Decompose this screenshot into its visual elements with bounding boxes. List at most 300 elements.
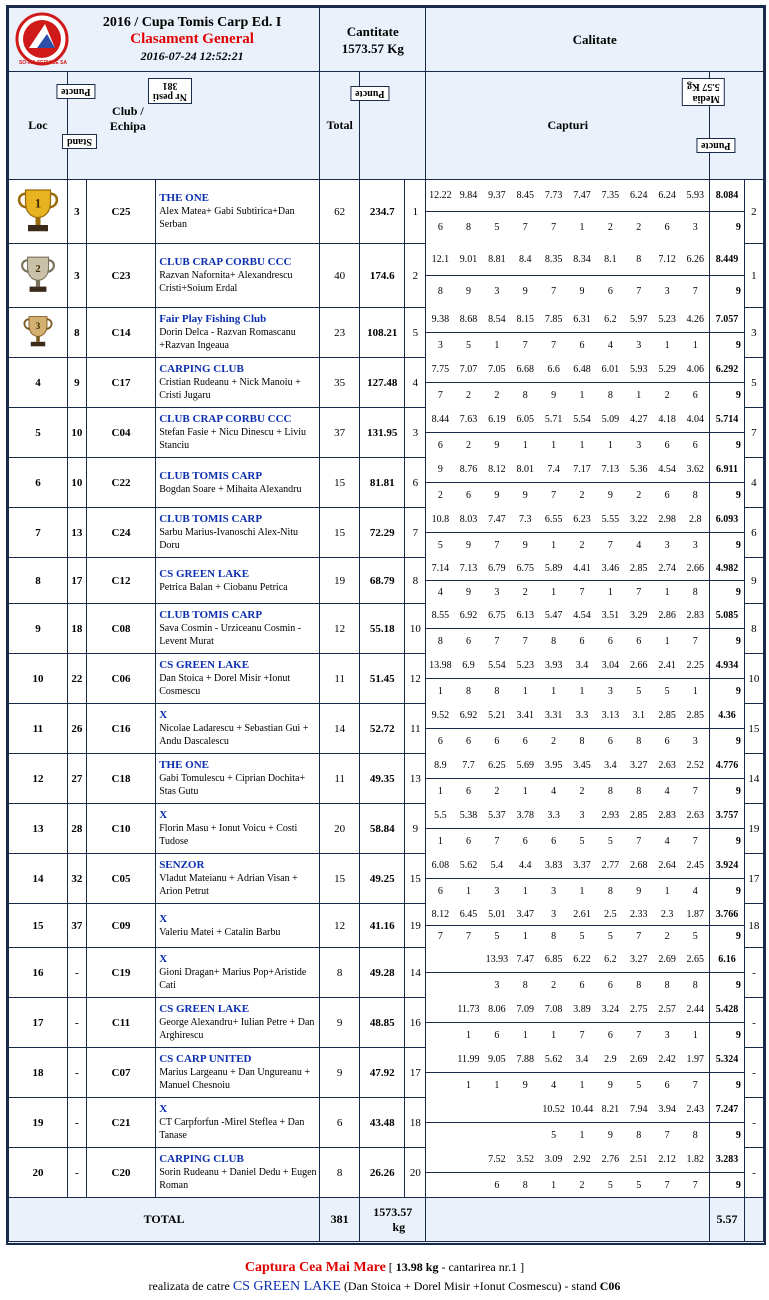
rank-cell: 11 — [9, 704, 68, 754]
catch-weight-cell: 6.9 — [454, 654, 482, 679]
total-weight-cell: 234.7 — [360, 180, 405, 244]
average-weight-cell: 3.766 — [710, 904, 745, 926]
catch-weight-cell: 5.29 — [653, 358, 681, 383]
catch-points-cell: 8 — [426, 629, 454, 654]
catch-weight-cell: 7.4 — [539, 458, 567, 483]
catch-weight-cell: 8.06 — [483, 998, 511, 1023]
table-row — [9, 1048, 764, 1073]
catch-weight-cell: 6.92 — [454, 704, 482, 729]
stand-cell: C12 — [86, 558, 155, 604]
fish-count-cell: 9 — [320, 1048, 360, 1098]
catch-points-cell — [426, 1073, 454, 1098]
catch-weight-cell: 6.75 — [511, 558, 539, 581]
catch-weight-cell: 8.45 — [511, 180, 539, 212]
team-members: Petrica Balan + Ciobanu Petrica — [159, 581, 288, 593]
quality-points-cell: 18 — [744, 904, 763, 948]
table-row — [9, 244, 764, 276]
catch-weight-cell: 2.12 — [653, 1148, 681, 1173]
catch-weight-cell: 10.52 — [539, 1098, 567, 1123]
team-cell — [156, 358, 320, 408]
catch-points-cell: 2 — [539, 973, 567, 998]
catch-weight-cell: 6.79 — [483, 558, 511, 581]
total-weight-cell: 58.84 — [360, 804, 405, 854]
catch-weight-cell: 7.47 — [568, 180, 596, 212]
quality-points-cell: 4 — [744, 458, 763, 508]
biggest-catch-weight: 13.98 kg — [395, 1260, 439, 1274]
total-label: TOTAL — [9, 1198, 320, 1242]
team-members: Razvan Nafornita+ Alexandrescu Cristi+Soium Erdal — [159, 270, 293, 294]
team-cell — [156, 1098, 320, 1148]
catch-weight-cell: 10.8 — [426, 508, 454, 533]
catch-points-cell: 5 — [596, 829, 624, 854]
catch-weight-cell: 6.24 — [653, 180, 681, 212]
catch-points-cell: 6 — [483, 1023, 511, 1048]
catch-points-cell: 1 — [596, 433, 624, 458]
table-row — [9, 948, 764, 973]
quantity-points-cell: 17 — [405, 1048, 426, 1098]
report-datetime: 2016-07-24 12:52:21 — [140, 49, 244, 63]
catch-weight-cell: 7.75 — [426, 358, 454, 383]
average-points-cell: 9 — [710, 1123, 745, 1148]
catch-weight-cell: 5.89 — [539, 558, 567, 581]
rank-cell: 15 — [9, 904, 68, 948]
catch-points-cell: 3 — [539, 879, 567, 904]
catch-points-cell: 6 — [681, 383, 709, 408]
stand-cell: C05 — [86, 854, 155, 904]
catch-points-cell: 5 — [539, 1123, 567, 1148]
points-cell: - — [67, 948, 86, 998]
catch-points-cell: 8 — [596, 879, 624, 904]
club-name: X — [159, 953, 168, 965]
catch-weight-cell: 4.4 — [511, 854, 539, 879]
average-weight-cell: 4.934 — [710, 654, 745, 679]
catch-points-cell: 8 — [596, 779, 624, 804]
catch-weight-cell: 3.09 — [539, 1148, 567, 1173]
fish-count-cell: 19 — [320, 558, 360, 604]
points-cell: 27 — [67, 754, 86, 804]
catch-points-cell: 7 — [653, 1123, 681, 1148]
nr-pesti-text: Nr pesti — [152, 91, 187, 102]
catch-points-cell: 4 — [625, 533, 653, 558]
catch-weight-cell — [511, 1098, 539, 1123]
rank-cell — [9, 308, 68, 358]
biggest-catch-title: Captura Cea Mai Mare — [244, 1260, 386, 1275]
catch-weight-cell: 6.45 — [454, 904, 482, 926]
catch-points-cell: 1 — [568, 879, 596, 904]
catch-weight-cell: 6.75 — [483, 604, 511, 629]
calitate-cell: Calitate — [426, 8, 764, 72]
catch-weight-cell: 7.09 — [511, 998, 539, 1023]
catch-points-cell: 6 — [653, 729, 681, 754]
rank-cell: 5 — [9, 408, 68, 458]
catch-points-cell: 7 — [539, 212, 567, 244]
catch-points-cell: 6 — [653, 483, 681, 508]
rank-cell: 4 — [9, 358, 68, 408]
catch-weight-cell: 6.6 — [539, 358, 567, 383]
catch-weight-cell: 6.2 — [596, 948, 624, 973]
average-weight-cell: 7.057 — [710, 308, 745, 333]
biggest-catch-members: (Dan Stoica + Dorel Misir +Ionut Cosmescu) - stand — [343, 1279, 597, 1293]
total-kg-value: 1573.57 — [373, 1204, 413, 1219]
total-weight-cell: 68.79 — [360, 558, 405, 604]
catch-points-cell: 1 — [539, 1023, 567, 1048]
club-name: CS CARP UNITED — [159, 1053, 252, 1065]
catch-points-cell — [483, 1123, 511, 1148]
catch-weight-cell: 2.44 — [681, 998, 709, 1023]
club-name: THE ONE — [159, 759, 210, 771]
catch-weight-cell: 2.74 — [653, 558, 681, 581]
table-row — [9, 358, 764, 383]
club-name: X — [159, 912, 168, 925]
catch-weight-cell: 1.97 — [681, 1048, 709, 1073]
catch-points-cell: 4 — [653, 829, 681, 854]
catch-weight-cell: 3.31 — [539, 704, 567, 729]
catch-points-cell: 1 — [653, 629, 681, 654]
catch-weight-cell: 9.37 — [483, 180, 511, 212]
average-points-cell: 9 — [710, 779, 745, 804]
average-points-cell: 9 — [710, 729, 745, 754]
table-row — [9, 1148, 764, 1173]
stand-cell: C06 — [86, 654, 155, 704]
catch-weight-cell: 3.93 — [539, 654, 567, 679]
rank-cell: 20 — [9, 1148, 68, 1198]
catch-points-cell: 1 — [568, 1123, 596, 1148]
catch-weight-cell: 8.9 — [426, 754, 454, 779]
catch-weight-cell: 7.07 — [454, 358, 482, 383]
stand-cell: C07 — [86, 1048, 155, 1098]
catch-weight-cell: 8 — [625, 244, 653, 276]
club-name: X — [159, 809, 168, 821]
catch-weight-cell: 9.84 — [454, 180, 482, 212]
catch-weight-cell: 8.4 — [511, 244, 539, 276]
club-name: CLUB TOMIS CARP — [159, 609, 263, 621]
average-weight-cell: 6.911 — [710, 458, 745, 483]
points-cell: 28 — [67, 804, 86, 854]
catch-weight-cell: 2.33 — [625, 904, 653, 926]
team-members: Nicolae Ladarescu + Sebastian Gui + Andu Dascalescu — [159, 723, 309, 747]
catch-points-cell: 1 — [511, 679, 539, 704]
quality-points-cell: 6 — [744, 508, 763, 558]
quantity-points-cell: 12 — [405, 654, 426, 704]
rank-cell: 14 — [9, 854, 68, 904]
catch-weight-cell: 3.13 — [596, 704, 624, 729]
table-row — [9, 558, 764, 581]
catch-points-cell: 4 — [596, 333, 624, 358]
catch-points-cell: 6 — [539, 829, 567, 854]
col-club-label: Club / Echipa — [109, 104, 146, 133]
catch-weight-cell: 8.1 — [596, 244, 624, 276]
catch-points-cell: 2 — [568, 779, 596, 804]
catch-points-cell: 7 — [681, 276, 709, 308]
stand-cell: C18 — [86, 754, 155, 804]
catch-points-cell: 8 — [596, 383, 624, 408]
fish-count-cell: 35 — [320, 358, 360, 408]
catch-points-cell: 7 — [539, 276, 567, 308]
trophy-rank: 1 — [34, 196, 42, 211]
catch-weight-cell: 8.21 — [596, 1098, 624, 1123]
catch-points-cell: 1 — [511, 779, 539, 804]
catch-weight-cell: 9.38 — [426, 308, 454, 333]
stand-cell: C23 — [86, 244, 155, 308]
total-kg-unit: kg — [392, 1219, 406, 1234]
quantity-points-cell: 9 — [405, 804, 426, 854]
catch-points-cell: 7 — [568, 1023, 596, 1048]
catch-points-cell — [426, 973, 454, 998]
team-members: Gioni Dragan+ Marius Pop+Aristide Cati — [159, 967, 307, 991]
quantity-points-cell: 15 — [405, 854, 426, 904]
catch-points-cell: 9 — [511, 483, 539, 508]
catch-weight-cell: 2.75 — [625, 998, 653, 1023]
quantity-points-cell: 16 — [405, 998, 426, 1048]
catch-points-cell: 6 — [426, 212, 454, 244]
points-cell: 8 — [67, 308, 86, 358]
catch-weight-cell — [454, 1148, 482, 1173]
catch-points-cell: 7 — [681, 1173, 709, 1198]
catch-weight-cell: 12.22 — [426, 180, 454, 212]
total-weight-cell: 131.95 — [360, 408, 405, 458]
catch-points-cell: 6 — [511, 729, 539, 754]
catch-weight-cell: 2.85 — [625, 558, 653, 581]
catch-weight-cell — [426, 998, 454, 1023]
catch-weight-cell: 5.55 — [596, 508, 624, 533]
catch-weight-cell: 2.45 — [681, 854, 709, 879]
total-weight-cell: 41.16 — [360, 904, 405, 948]
catch-points-cell: 1 — [539, 581, 567, 604]
catch-weight-cell: 7.85 — [539, 308, 567, 333]
rank-cell: 12 — [9, 754, 68, 804]
catch-points-cell: 6 — [454, 483, 482, 508]
biggest-catch-weighing: - cantarirea nr.1 — [441, 1260, 518, 1274]
catch-points-cell: 3 — [483, 581, 511, 604]
catch-weight-cell: 5.93 — [681, 180, 709, 212]
rank-cell: 19 — [9, 1098, 68, 1148]
catch-weight-cell: 6.22 — [568, 948, 596, 973]
catch-weight-cell: 5.09 — [596, 408, 624, 433]
catch-weight-cell: 9.01 — [454, 244, 482, 276]
catch-weight-cell: 4.27 — [625, 408, 653, 433]
catch-weight-cell: 2.42 — [653, 1048, 681, 1073]
team-members: Florin Masu + Ionut Voicu + Costi Tudose — [159, 823, 298, 847]
catch-weight-cell — [426, 1048, 454, 1073]
catch-weight-cell: 3.89 — [568, 998, 596, 1023]
team-cell — [156, 854, 320, 904]
average-weight-cell: 8.449 — [710, 244, 745, 276]
catch-weight-cell: 6.24 — [625, 180, 653, 212]
catch-points-cell: 9 — [454, 581, 482, 604]
catch-points-cell: 7 — [681, 829, 709, 854]
total-weight-cell: 55.18 — [360, 604, 405, 654]
catch-weight-cell: 2.93 — [596, 804, 624, 829]
catch-points-cell: 1 — [568, 679, 596, 704]
fish-count-cell: 15 — [320, 854, 360, 904]
catch-points-cell: 6 — [653, 433, 681, 458]
catch-weight-cell: 6.01 — [596, 358, 624, 383]
catch-weight-cell: 2.61 — [568, 904, 596, 926]
catch-weight-cell: 2.83 — [653, 804, 681, 829]
total-weight-cell: 174.6 — [360, 244, 405, 308]
catch-weight-cell: 7.14 — [426, 558, 454, 581]
catch-weight-cell: 8.55 — [426, 604, 454, 629]
title-cell — [9, 8, 320, 72]
catch-points-cell: 8 — [511, 1173, 539, 1198]
catch-weight-cell: 2.51 — [625, 1148, 653, 1173]
points-cell: 9 — [67, 358, 86, 408]
catch-weight-cell: 7.13 — [596, 458, 624, 483]
catch-points-cell: 5 — [454, 333, 482, 358]
catch-weight-cell: 6.26 — [681, 244, 709, 276]
catch-points-cell: 6 — [483, 729, 511, 754]
catch-points-cell: 1 — [426, 779, 454, 804]
catch-points-cell: 1 — [454, 879, 482, 904]
table-row — [9, 180, 764, 212]
catch-weight-cell: 9 — [426, 458, 454, 483]
catch-points-cell: 8 — [426, 276, 454, 308]
catch-weight-cell: 2.9 — [596, 1048, 624, 1073]
team-members: Sarbu Marius-Ivanoschi Alex-Nitu Doru — [159, 527, 299, 551]
stand-cell: C19 — [86, 948, 155, 998]
average-weight-cell: 4.982 — [710, 558, 745, 581]
catch-weight-cell: 5.21 — [483, 704, 511, 729]
average-points-cell: 9 — [710, 533, 745, 558]
quantity-points-cell: 1 — [405, 180, 426, 244]
quantity-points-cell: 18 — [405, 1098, 426, 1148]
col-puncte2-label: Puncte — [350, 86, 389, 101]
catch-weight-cell: 3.3 — [539, 804, 567, 829]
cantitate-cell — [320, 8, 426, 72]
catch-points-cell: 1 — [568, 212, 596, 244]
rank-cell: 16 — [9, 948, 68, 998]
table-row — [9, 754, 764, 779]
col-puncte-label: Puncte — [56, 84, 95, 99]
col-puncte2 — [355, 72, 426, 180]
catch-weight-cell: 7.47 — [511, 948, 539, 973]
catch-weight-cell: 5.54 — [568, 408, 596, 433]
team-members: Stefan Fasie + Nicu Dinescu + Liviu Stanciu — [159, 427, 306, 451]
bracket-close: ] — [520, 1260, 525, 1274]
club-name: CLUB TOMIS CARP — [159, 513, 263, 525]
catch-weight-cell: 9.52 — [426, 704, 454, 729]
table-row — [9, 308, 764, 333]
quality-points-cell: 10 — [744, 654, 763, 704]
club-name: Fair Play Fishing Club — [159, 313, 267, 325]
catch-weight-cell: 2.85 — [681, 704, 709, 729]
catch-points-cell: 7 — [625, 1023, 653, 1048]
club-name: CLUB CRAP CORBU CCC — [159, 413, 292, 425]
catch-points-cell: 9 — [511, 1073, 539, 1098]
fish-count-cell: 11 — [320, 754, 360, 804]
catch-weight-cell: 7.12 — [653, 244, 681, 276]
catch-weight-cell: 2.85 — [653, 704, 681, 729]
total-media: 5.57 — [710, 1198, 745, 1242]
fish-count-cell: 62 — [320, 180, 360, 244]
table-row — [9, 1098, 764, 1123]
average-weight-cell: 4.776 — [710, 754, 745, 779]
catch-points-cell: 1 — [596, 581, 624, 604]
catch-weight-cell: 7.47 — [483, 508, 511, 533]
col-club-group — [60, 72, 319, 180]
catch-points-cell: 2 — [625, 212, 653, 244]
points-cell: - — [67, 1098, 86, 1148]
catch-weight-cell: 2.85 — [625, 804, 653, 829]
catch-weight-cell: 3.47 — [511, 904, 539, 926]
club-name: CS GREEN LAKE — [159, 1003, 250, 1015]
table-row — [9, 604, 764, 629]
rank-cell: 10 — [9, 654, 68, 704]
catch-points-cell: 1 — [568, 383, 596, 408]
catch-weight-cell: 7.63 — [454, 408, 482, 433]
catch-weight-cell: 7.35 — [596, 180, 624, 212]
catch-points-cell: 1 — [511, 433, 539, 458]
average-points-cell: 9 — [710, 1023, 745, 1048]
catch-points-cell: 7 — [454, 926, 482, 948]
points-cell: - — [67, 1048, 86, 1098]
catch-weight-cell: 5.69 — [511, 754, 539, 779]
quantity-points-cell: 8 — [405, 558, 426, 604]
team-cell — [156, 804, 320, 854]
average-weight-cell: 8.084 — [710, 180, 745, 212]
catch-points-cell: 7 — [483, 533, 511, 558]
stand-cell: C10 — [86, 804, 155, 854]
catch-points-cell: 2 — [568, 533, 596, 558]
catch-weight-cell: 7.73 — [539, 180, 567, 212]
team-cell — [156, 704, 320, 754]
quantity-points-cell: 2 — [405, 244, 426, 308]
cantitate-label: Cantitate — [346, 23, 399, 39]
catch-weight-cell: 5.4 — [483, 854, 511, 879]
catch-weight-cell: 3.4 — [568, 654, 596, 679]
catch-weight-cell: 2.66 — [681, 558, 709, 581]
fish-count-cell: 9 — [320, 998, 360, 1048]
trophy-rank: 2 — [35, 263, 41, 275]
catch-weight-cell: 7.05 — [483, 358, 511, 383]
catch-weight-cell: 5.5 — [426, 804, 454, 829]
catch-points-cell: 7 — [511, 333, 539, 358]
points-cell: 13 — [67, 508, 86, 558]
quantity-points-cell: 10 — [405, 604, 426, 654]
quality-points-cell: - — [744, 998, 763, 1048]
fish-count-cell: 8 — [320, 948, 360, 998]
catch-weight-cell: 1.82 — [681, 1148, 709, 1173]
catch-weight-cell: 9.05 — [483, 1048, 511, 1073]
catch-points-cell: 1 — [681, 679, 709, 704]
catch-weight-cell: 8.35 — [539, 244, 567, 276]
catch-points-cell: 9 — [568, 276, 596, 308]
team-cell — [156, 1148, 320, 1198]
quality-points-cell: 2 — [744, 180, 763, 244]
catch-weight-cell: 4.26 — [681, 308, 709, 333]
total-empty — [426, 1198, 710, 1242]
stand-cell: C09 — [86, 904, 155, 948]
stand-cell: C14 — [86, 308, 155, 358]
catch-weight-cell — [426, 1098, 454, 1123]
catch-weight-cell: 7.7 — [454, 754, 482, 779]
club-name: CLUB CRAP CORBU CCC — [159, 256, 292, 268]
club-name: X — [159, 1103, 168, 1115]
catch-weight-cell: 3.94 — [653, 1098, 681, 1123]
catch-points-cell: 6 — [568, 629, 596, 654]
quantity-points-cell: 20 — [405, 1148, 426, 1198]
team-cell — [156, 754, 320, 804]
total-weight-cell: 48.85 — [360, 998, 405, 1048]
quantity-points-cell: 11 — [405, 704, 426, 754]
catch-points-cell — [454, 1123, 482, 1148]
catch-weight-cell: 8.54 — [483, 308, 511, 333]
quantity-points-cell: 4 — [405, 358, 426, 408]
media-text: Media — [692, 93, 720, 104]
rank-cell: 6 — [9, 458, 68, 508]
catch-points-cell: 1 — [539, 1173, 567, 1198]
catch-points-cell: 1 — [426, 829, 454, 854]
